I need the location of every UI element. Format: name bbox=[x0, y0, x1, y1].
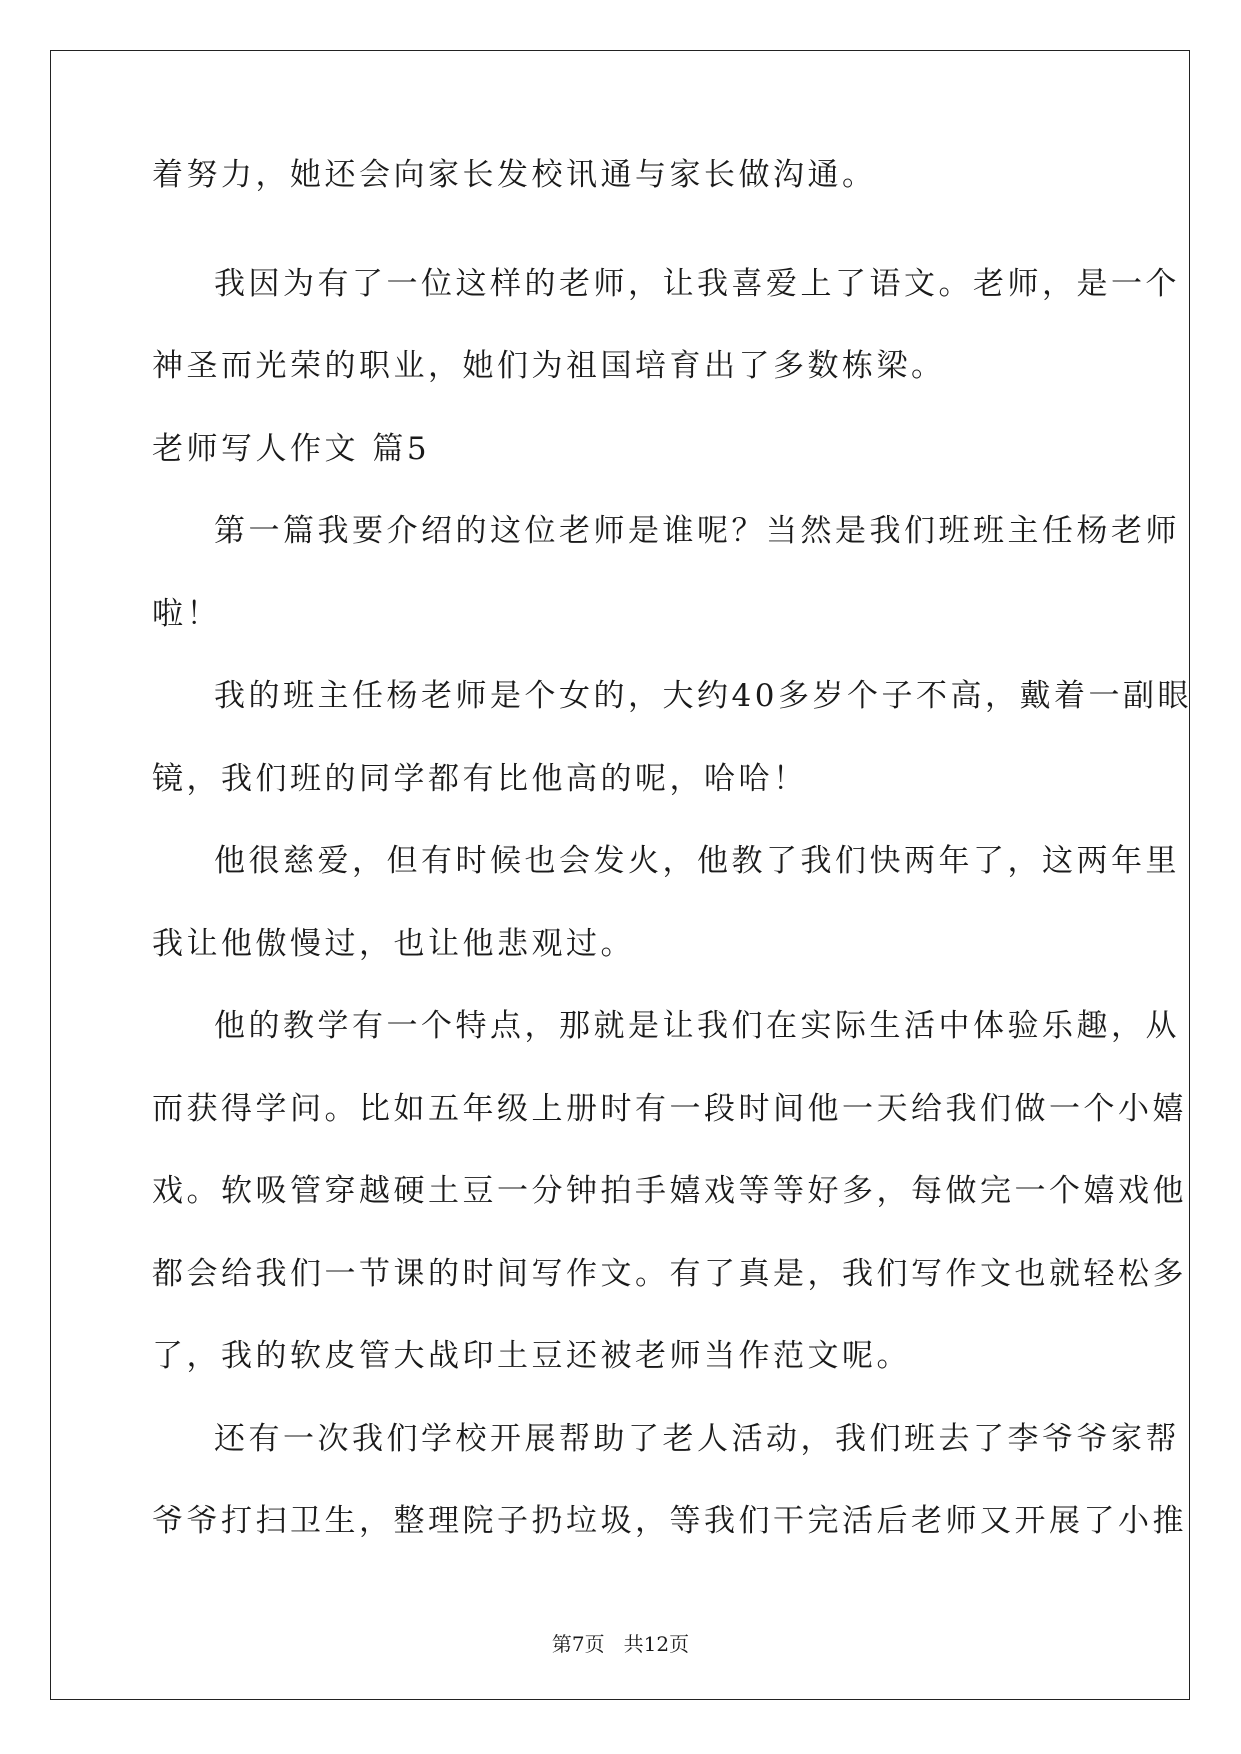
paragraph-start-line: 第一篇我要介绍的这位老师是谁呢？当然是我们班班主任杨老师 bbox=[214, 513, 1180, 549]
paragraph-start-line: 我因为有了一位这样的老师，让我喜爱上了语文。老师，是一个 bbox=[214, 265, 1180, 302]
text-line: 而获得学问。比如五年级上册时有一段时间他一天给我们做一个小嬉 bbox=[152, 1090, 1187, 1127]
text-line: 我让他傲慢过，也让他悲观过。 bbox=[152, 925, 635, 962]
text-line: 着努力，她还会向家长发校讯通与家长做沟通。 bbox=[152, 157, 877, 193]
text-line: 镜，我们班的同学都有比他高的呢，哈哈！ bbox=[152, 760, 808, 797]
text-line: 神圣而光荣的职业，她们为祖国培育出了多数栋梁。 bbox=[152, 348, 946, 384]
paragraph-start-line: 他很慈爱，但有时候也会发火，他教了我们快两年了，这两年里 bbox=[214, 843, 1180, 879]
section-heading: 老师写人作文 篇5 bbox=[152, 430, 431, 467]
paragraph-start-line: 他的教学有一个特点，那就是让我们在实际生活中体验乐趣，从 bbox=[214, 1008, 1180, 1044]
text-line: 爷爷打扫卫生，整理院子扔垃圾，等我们干完活后老师又开展了小推 bbox=[152, 1503, 1187, 1539]
paragraph-start-line: 我的班主任杨老师是个女的，大约40多岁个子不高，戴着一副眼 bbox=[214, 678, 1192, 714]
paragraph-start-line: 还有一次我们学校开展帮助了老人活动，我们班去了李爷爷家帮 bbox=[214, 1420, 1180, 1457]
text-line: 啦！ bbox=[152, 595, 221, 632]
document-body bbox=[152, 157, 1192, 1563]
text-line: 了，我的软皮管大战印土豆还被老师当作范文呢。 bbox=[152, 1338, 911, 1374]
page-number-footer: 第7页 共12页 bbox=[551, 1632, 690, 1656]
text-line: 都会给我们一节课的时间写作文。有了真是，我们写作文也就轻松多 bbox=[152, 1255, 1187, 1292]
text-line: 戏。软吸管穿越硬土豆一分钟拍手嬉戏等等好多，每做完一个嬉戏他 bbox=[152, 1173, 1187, 1209]
